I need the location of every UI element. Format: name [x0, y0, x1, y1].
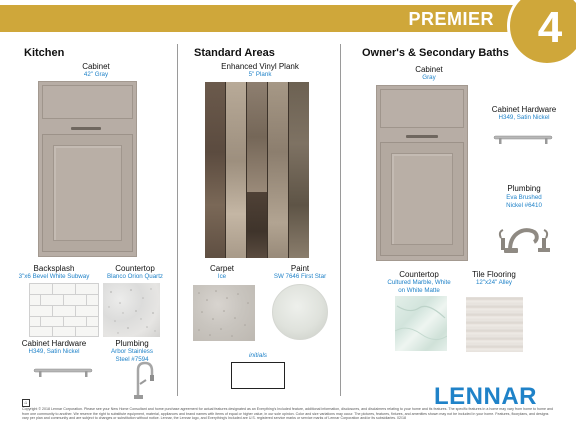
cabinet-door — [42, 134, 133, 252]
disclaimer-text: Copyright © 2018 Lennar Corporation. Please see your New Home Consultant and home purchase agreement for actual features designated as an Everything's Included feature, additional information, disclosures, and disclaimers relating to your home and its features. The specific features in a home may vary from home to home and from one community to another. We reserve the right to substitute equipment, material, appliances and brand names with items of equal or higher value, in our sole opinion. Color and size variations may occur. The pictures, features, fixtures, and amenities shown may not be included in your home. Features, floorplans, and designs vary per plan and community and are subject to changes or substitution without notice. Lennar, the Lennar logo, and Everything's Included are U.S. registered service marks or service marks of Lennar Corporation and/or its subsidiaries. 02/18 — [22, 407, 554, 421]
kitchen-plumbing-detail-1: Arbor Stainless — [111, 348, 153, 355]
brand-logo: LENNAR — [434, 383, 537, 410]
kitchen-faucet-icon — [127, 360, 159, 400]
kitchen-cabinet-hardware-label: Cabinet Hardware — [21, 339, 87, 348]
program-title: PREMIER — [408, 9, 494, 29]
carpet-label: Carpet — [209, 264, 234, 273]
paint-swatch — [272, 284, 328, 340]
bath-plumbing-label: Plumbing — [507, 184, 541, 193]
bath-cabinet-hardware-detail: H349, Satin Nickel — [498, 114, 550, 121]
kitchen-cabinet-detail: 42" Gray — [83, 71, 109, 78]
carpet-detail: Ice — [217, 273, 227, 280]
bath-cabinet-drawer — [380, 89, 464, 128]
backsplash-label: Backsplash — [33, 264, 75, 273]
bath-countertop-label: Countertop — [399, 270, 439, 279]
kitchen-countertop-detail: Blanco Orion Quartz — [106, 273, 164, 280]
paint-label: Paint — [290, 264, 310, 273]
bath-cabinet-label: Cabinet — [415, 65, 443, 74]
bar-pull-icon — [30, 365, 96, 379]
bath-drawer-pull — [406, 135, 438, 138]
level-number: 4 — [537, 3, 563, 52]
tile-flooring-label: Tile Flooring — [472, 270, 516, 279]
kitchen-cabinet-label: Cabinet — [82, 62, 110, 71]
bath-countertop-detail-1: Cultured Marble, White — [387, 279, 451, 286]
drawer-pull — [71, 127, 101, 130]
bath-cabinet-image — [376, 85, 468, 261]
vinyl-plank-swatch — [205, 82, 309, 258]
column-divider-2 — [340, 44, 341, 396]
vinyl-plank-detail: 5" Plank — [248, 71, 272, 78]
kitchen-countertop-label: Countertop — [115, 264, 155, 273]
bath-bar-pull-icon — [490, 132, 556, 146]
column-divider-1 — [177, 44, 178, 396]
tile-flooring-swatch — [466, 297, 523, 352]
kitchen-title: Kitchen — [24, 47, 65, 59]
bath-faucet-icon — [498, 214, 554, 256]
kitchen-plumbing-label: Plumbing — [115, 339, 149, 348]
initials-box[interactable] — [231, 362, 285, 389]
equal-housing-icon: ⌂ — [22, 399, 30, 407]
level-badge — [507, 0, 576, 66]
kitchen-cabinet-hardware-detail: H349, Satin Nickel — [28, 348, 80, 355]
bath-cabinet-hardware-label: Cabinet Hardware — [491, 105, 557, 114]
bath-door-panel — [391, 153, 453, 245]
standard-areas-title: Standard Areas — [194, 47, 275, 59]
bath-plumbing-detail-2: Nickel #6410 — [506, 202, 542, 209]
vinyl-plank-label: Enhanced Vinyl Plank — [221, 62, 299, 71]
bath-countertop-swatch — [395, 296, 447, 351]
bath-cabinet-detail: Gray — [422, 74, 436, 81]
backsplash-detail: 3"x6 Bevel White Subway — [18, 273, 90, 280]
door-panel — [53, 145, 122, 241]
bath-countertop-detail-2: on White Matte — [398, 287, 440, 294]
kitchen-plumbing-detail-2: Steel #7594 — [115, 356, 149, 363]
carpet-swatch — [193, 285, 255, 341]
bath-cabinet-door — [380, 142, 464, 256]
baths-title: Owner's & Secondary Baths — [362, 47, 509, 59]
initials-label: initials — [248, 352, 268, 359]
paint-detail: SW 7646 First Star — [273, 273, 327, 280]
tile-flooring-detail: 12"x24" Alley — [475, 279, 513, 286]
cabinet-drawer — [42, 85, 133, 119]
kitchen-cabinet-image — [38, 81, 137, 257]
bath-plumbing-detail-1: Eva Brushed — [506, 194, 542, 201]
backsplash-swatch — [29, 283, 99, 337]
kitchen-countertop-swatch — [103, 283, 160, 337]
